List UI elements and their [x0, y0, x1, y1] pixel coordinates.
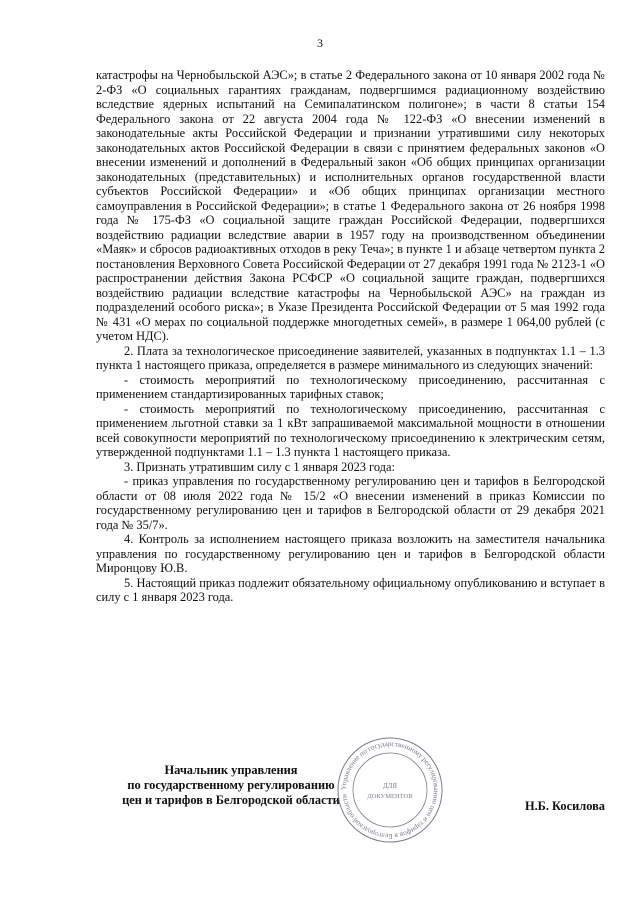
paragraph-item-4: 4. Контроль за исполнением настоящего приказа возложить на заместителя начальника управления по государственному регулированию цен и тарифов в Белгородской области Миронцову Ю.В.	[96, 532, 605, 575]
signatory-name: Н.Б. Косилова	[524, 799, 605, 813]
paragraph-item-2: 2. Плата за технологическое присоединение заявителей, указанных в подпунктах 1.1 – 1.3 пункта 1 настоящего приказа, определяется в размере минимального из следующих значений:	[96, 343, 605, 372]
signatory-title-line: по государственному регулированию	[127, 778, 335, 792]
seal-center-text: ДЛЯ	[382, 782, 398, 790]
page-number: 3	[317, 36, 323, 50]
seal-ring-text: Управление по государственному регулированию цен и тарифов в Белгородской области	[339, 739, 441, 841]
list-item-2-options	[96, 373, 605, 460]
paragraph-continuation: катастрофы на Чернобыльской АЭС»; в статье 2 Федерального закона от 10 января 2002 года № 2-ФЗ «О социальных гарантиях гражданам, подвергшимся радиационному воздействию вследствие ядерных испытаний на Семипалатинском полигоне»; в части 8 статьи 154 Федерального закона от 22 августа 2004 года № 122-ФЗ «О внесении изменений в законодательные акты Российской Федерации и признании утратившими силу некоторых законодательных актов Российской Федерации в связи с принятием федеральных законов «О внесении изменений и дополнений в Федеральный закон «Об общих принципах организации законодательных (представительных) и исполнительных органов государственной власти субъектов Российской Федерации» и «Об общих принципах организации местного самоуправления в Российской Федерации»; в статье 1 Федерального закона от 26 ноября 1998 года № 175-ФЗ «О социальной защите граждан Российской Федерации, подвергшихся воздействию радиации вследствие аварии в 1957 году на производственном объединении «Маяк» и сбросов радиоактивных отходов в реку Теча»; в пункте 1 и абзаце четвертом пункта 2 постановления Верховного Совета Российской Федерации от 27 декабря 1991 года № 2123-1 «О распространении действия Закона РСФСР «О социальной защите граждан, подвергшихся воздействию радиации вследствие катастрофы на Чернобыльской АЭС» на граждан из подразделений особого риска»; в Указе Президента Российской Федерации от 5 мая 1992 года № 431 «О мерах по социальной поддержке многодетных семей», в размере 1 064,00 рублей (с учетом НДС).	[96, 68, 605, 343]
signatory-title-line: цен и тарифов в Белгородской области	[122, 793, 340, 807]
signatory-title-line: Начальник управления	[164, 763, 298, 777]
paragraph-item-5: 5. Настоящий приказ подлежит обязательному официальному опубликованию и вступает в силу с 1 января 2023 года.	[96, 575, 605, 604]
signatory-title	[96, 763, 366, 808]
official-seal	[335, 735, 445, 845]
document-body	[96, 68, 605, 605]
list-item: - стоимость мероприятий по технологическому присоединению, рассчитанная с применением стандартизированных тарифных ставок;	[96, 372, 605, 401]
paragraph-item-3: 3. Признать утратившим силу с 1 января 2023 года:	[124, 459, 395, 474]
list-item: - приказ управления по государственному регулированию цен и тарифов в Белгородской области от 08 июля 2022 года № 15/2 «О внесении изменений в приказ Комиссии по государственному регулированию цен и тарифов в Белгородской области от 29 декабря 2021 года № 35/7».	[96, 474, 605, 532]
seal-center-text: ДОКУМЕНТОВ	[367, 793, 413, 800]
list-item-3-orders	[96, 474, 605, 532]
list-item: - стоимость мероприятий по технологическому присоединению, рассчитанная с применением льготной ставки за 1 кВт запрашиваемой максимальной мощности в отношении всей совокупности мероприятий по технологическому присоединению к электрическим сетям, утвержденной подпунктами 1.1 – 1.3 пункта 1 настоящего приказа.	[96, 401, 605, 459]
